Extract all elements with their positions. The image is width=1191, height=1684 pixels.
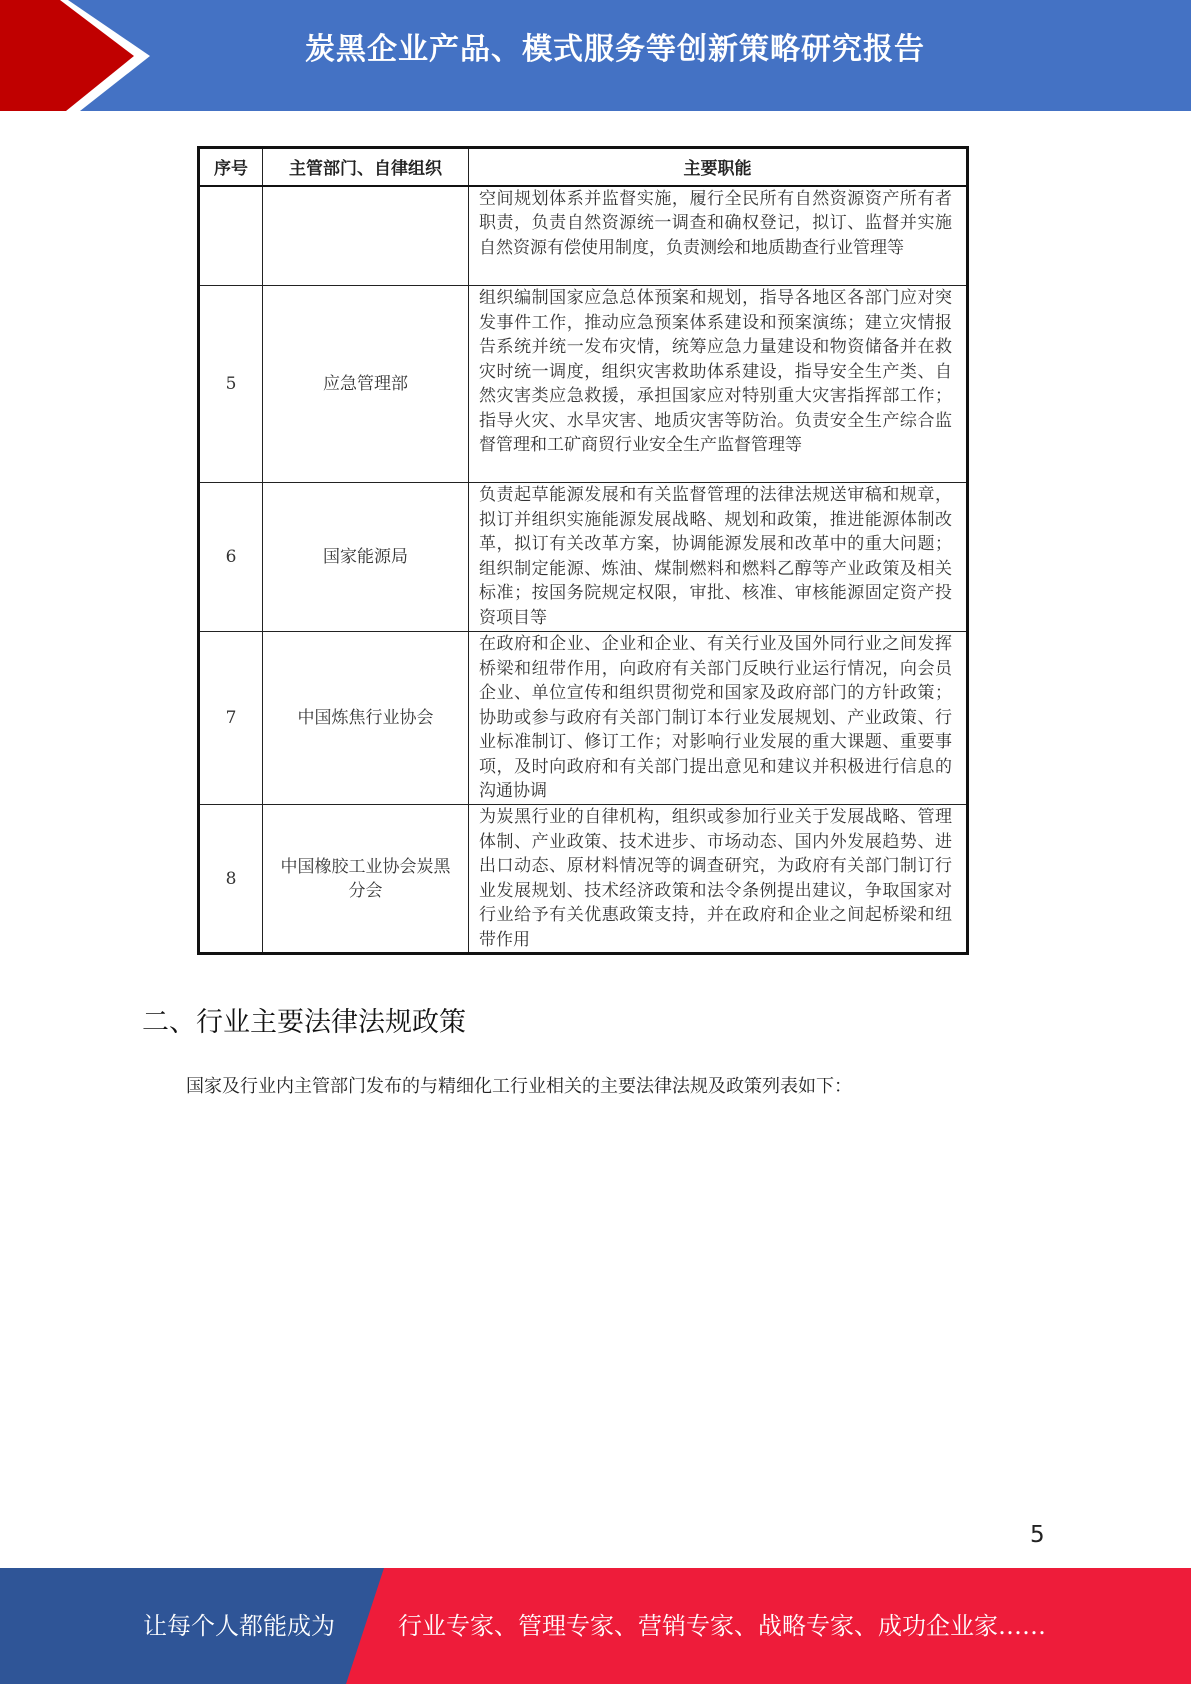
row-department: 中国橡胶工业协会炭黑分会 [263,805,469,954]
table-row [199,805,968,954]
row-function: 组织编制国家应急总体预案和规划，指导各地区各部门应对突发事件工作，推动应急预案体系建设和预案演练；建立灾情报告系统并统一发布灾情，统筹应急力量建设和物资储备并在救灾时统一调度，组织灾害救助体系建设，指导安全生产类、自然灾害类应急救援，承担国家应对特别重大灾害指挥部工作；指导火灾、水旱灾害、地质灾害等防治。负责安全生产综合监督管理和工矿商贸行业安全生产监督管理等 [469,286,968,483]
footer-slogan-lead: 让每个人都能成为 [143,1612,335,1640]
column-header-department: 主管部门、自律组织 [263,148,469,186]
row-index: 6 [199,483,263,632]
row-function: 空间规划体系并监督实施，履行全民所有自然资源资产所有者职责，负责自然资源统一调查和确权登记，拟订、监督并实施自然资源有偿使用制度，负责测绘和地质勘查行业管理等 [469,186,968,286]
row-department: 应急管理部 [263,286,469,483]
column-header-index: 序号 [199,148,263,186]
section-heading: 二、行业主要法律法规政策 [142,1007,466,1038]
report-title: 炭黑企业产品、模式服务等创新策略研究报告 [305,32,925,67]
authority-table [197,146,969,955]
row-function: 为炭黑行业的自律机构，组织或参加行业关于发展战略、管理体制、产业政策、技术进步、市场动态、国内外发展趋势、进出口动态、原材料情况等的调查研究，为政府有关部门制订行业发展规划、技术经济政策和法令条例提出建议，争取国家对行业给予有关优惠政策支持，并在政府和企业之间起桥梁和纽带作用 [469,805,968,954]
table-row [199,186,968,286]
row-index [199,186,263,286]
table-header-row [199,148,968,186]
row-function: 负责起草能源发展和有关监督管理的法律法规送审稿和规章，拟订并组织实施能源发展战略、规划和政策，推进能源体制改革，拟订有关改革方案，协调能源发展和改革中的重大问题；组织制定能源、炼油、煤制燃料和燃料乙醇等产业政策及相关标准；按国务院规定权限，审批、核准、审核能源固定资产投资项目等 [469,483,968,632]
column-header-function: 主要职能 [469,148,968,186]
page-header [0,0,1191,111]
row-department: 国家能源局 [263,483,469,632]
row-department: 中国炼焦行业协会 [263,632,469,805]
page-footer [0,1568,1191,1684]
row-index: 8 [199,805,263,954]
row-index: 5 [199,286,263,483]
row-department [263,186,469,286]
table-row [199,632,968,805]
table-row [199,286,968,483]
page-number: 5 [1030,1522,1045,1548]
section-paragraph: 国家及行业内主管部门发布的与精细化工行业相关的主要法律法规及政策列表如下： [186,1076,852,1097]
row-function: 在政府和企业、企业和企业、有关行业及国外同行业之间发挥桥梁和纽带作用，向政府有关部门反映行业运行情况，向会员企业、单位宣传和组织贯彻党和国家及政府部门的方针政策；协助或参与政府有关部门制订本行业发展规划、产业政策、行业标准制订、修订工作；对影响行业发展的重大课题、重要事项，及时向政府和有关部门提出意见和建议并积极进行信息的沟通协调 [469,632,968,805]
footer-slogan-roles: 行业专家、管理专家、营销专家、战略专家、成功企业家…… [398,1612,1046,1640]
table-row [199,483,968,632]
row-index: 7 [199,632,263,805]
